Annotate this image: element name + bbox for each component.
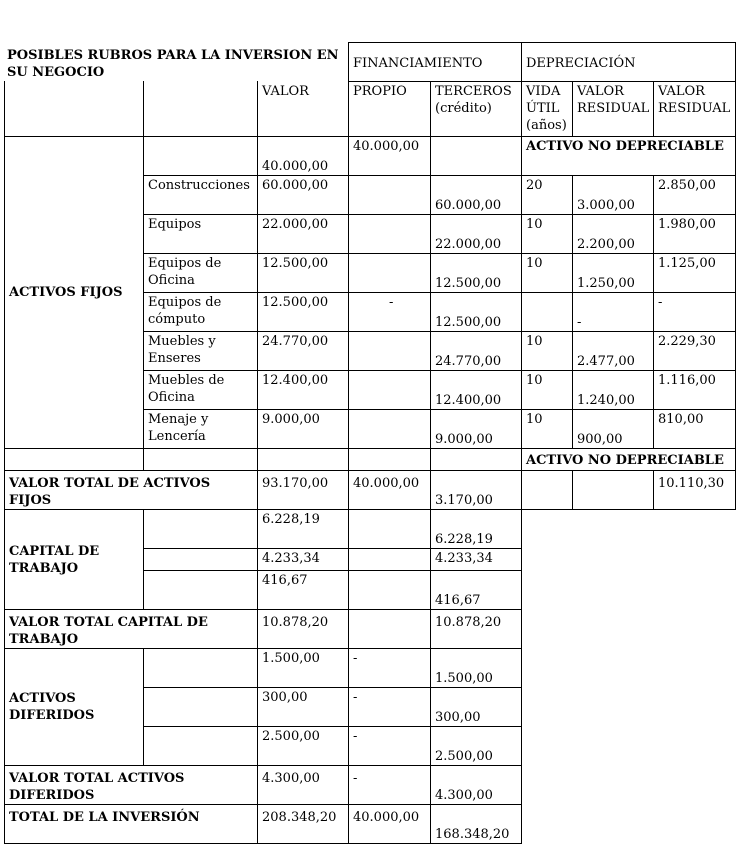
grid-line-vertical — [430, 81, 431, 844]
fixed-asset-valor — [258, 137, 348, 175]
fixed-asset-valor-residual-1-text: 1.250,00 — [577, 276, 635, 291]
capital-valor — [258, 571, 348, 609]
total-activos-fijos-terceros-text: 3.170,00 — [435, 493, 493, 508]
fixed-asset-valor-residual-2 — [654, 371, 735, 409]
diferido-valor-text: 2.500,00 — [262, 729, 320, 744]
fixed-asset-item — [144, 176, 257, 214]
fixed-asset-valor-residual-1 — [573, 371, 653, 409]
fixed-asset-propio — [349, 254, 430, 292]
fixed-asset-vida-util-text: 10 — [526, 412, 543, 427]
fixed-asset-propio — [349, 215, 430, 253]
fixed-asset-valor-residual-1 — [573, 254, 653, 292]
total-activos-diferidos-valor-text: 4.300,00 — [262, 771, 320, 786]
activo-no-depreciable-label-2-text: ACTIVO NO DEPRECIABLE — [526, 453, 724, 468]
total-capital-trabajo-label — [5, 610, 257, 648]
total-activos-diferidos-propio-text: - — [353, 771, 358, 786]
fixed-asset-valor — [258, 293, 348, 331]
total-activos-diferidos-terceros-text: 4.300,00 — [435, 788, 493, 803]
header-propio-text: PROPIO — [353, 84, 407, 99]
activo-no-depreciable-label-2 — [522, 449, 735, 470]
capital-valor-text: 4.233,34 — [262, 551, 320, 566]
diferido-terceros-text: 1.500,00 — [435, 671, 493, 686]
total-activos-diferidos-valor — [258, 766, 348, 804]
header-valor-residual-2 — [654, 82, 735, 136]
diferido-propio — [349, 688, 430, 726]
grid-line-horizontal — [4, 448, 736, 449]
total-inversion-propio-text: 40.000,00 — [353, 810, 420, 825]
fixed-asset-valor-residual-1 — [573, 215, 653, 253]
grid-line-vertical — [348, 42, 349, 844]
total-capital-trabajo-valor — [258, 610, 348, 648]
capital-valor-text: 416,67 — [262, 573, 308, 588]
header-terceros — [431, 82, 521, 136]
fixed-asset-valor-residual-1-text: 3.000,00 — [577, 198, 635, 213]
diferido-terceros — [431, 688, 521, 726]
header-depreciacion-text: DEPRECIACIÓN — [526, 56, 636, 71]
fixed-asset-valor-residual-1-text: - — [577, 315, 582, 330]
total-activos-fijos-label — [5, 471, 257, 509]
fixed-asset-propio — [349, 137, 430, 175]
grid-line-horizontal — [4, 509, 736, 510]
grid-line-horizontal — [4, 648, 522, 649]
capital-terceros — [431, 510, 521, 548]
grid-line-vertical — [572, 470, 573, 510]
fixed-asset-vida-util — [522, 332, 572, 370]
total-activos-fijos-terceros — [431, 471, 521, 509]
total-activos-fijos-valor — [258, 471, 348, 509]
total-activos-fijos-valor-residual — [654, 471, 735, 509]
fixed-asset-valor-residual-1-text: 900,00 — [577, 432, 623, 447]
grid-line-horizontal — [4, 609, 522, 610]
fixed-asset-valor-residual-2-text: 2.229,30 — [658, 334, 716, 349]
total-capital-trabajo-label-text: VALOR TOTAL CAPITAL DE TRABAJO — [9, 615, 208, 647]
header-financiamiento-text: FINANCIAMIENTO — [353, 56, 483, 71]
grid-line-horizontal — [143, 253, 736, 254]
fixed-asset-valor-text: 12.400,00 — [262, 373, 329, 388]
diferido-propio — [349, 649, 430, 687]
grid-line-horizontal — [143, 548, 522, 549]
fixed-asset-item-text: Menaje y Lencería — [148, 412, 209, 444]
capital-terceros-text: 4.233,34 — [435, 551, 493, 566]
header-terceros-text: TERCEROS (crédito) — [435, 84, 512, 116]
fixed-asset-vida-util-text: 10 — [526, 334, 543, 349]
group-label-activos-fijos-text: ACTIVOS FIJOS — [9, 285, 123, 300]
fixed-asset-terceros-text: 12.400,00 — [435, 393, 502, 408]
fixed-asset-terceros-text: 22.000,00 — [435, 237, 502, 252]
fixed-asset-item — [144, 410, 257, 448]
fixed-asset-vida-util — [522, 215, 572, 253]
grid-line-vertical — [572, 175, 573, 449]
fixed-asset-propio — [349, 176, 430, 214]
diferido-terceros — [431, 727, 521, 765]
fixed-asset-item-text: Equipos de cómputo — [148, 295, 222, 327]
fixed-asset-valor-text: 22.000,00 — [262, 217, 329, 232]
fixed-asset-item-text: Construcciones — [148, 178, 250, 193]
fixed-asset-valor-residual-2-text: 1.980,00 — [658, 217, 716, 232]
fixed-asset-valor — [258, 176, 348, 214]
fixed-asset-item — [144, 215, 257, 253]
fixed-asset-terceros-text: 24.770,00 — [435, 354, 502, 369]
fixed-asset-valor-text: 12.500,00 — [262, 295, 329, 310]
grid-line-vertical — [653, 81, 654, 137]
fixed-asset-vida-util-text: 10 — [526, 256, 543, 271]
total-inversion-valor-text: 208.348,20 — [262, 810, 337, 825]
fixed-asset-valor-text: 9.000,00 — [262, 412, 320, 427]
grid-line-horizontal — [4, 843, 522, 844]
fixed-asset-terceros — [431, 254, 521, 292]
total-activos-fijos-propio-text: 40.000,00 — [353, 476, 420, 491]
fixed-asset-terceros — [431, 176, 521, 214]
fixed-asset-valor-residual-2 — [654, 410, 735, 448]
fixed-asset-item — [144, 371, 257, 409]
fixed-asset-valor-residual-1 — [573, 176, 653, 214]
capital-terceros — [431, 549, 521, 570]
diferido-valor-text: 300,00 — [262, 690, 308, 705]
capital-valor — [258, 549, 348, 570]
grid-line-horizontal — [143, 687, 522, 688]
fixed-asset-valor — [258, 410, 348, 448]
total-activos-diferidos-propio — [349, 766, 430, 804]
total-activos-diferidos-label-text: VALOR TOTAL ACTIVOS DIFERIDOS — [9, 771, 185, 803]
fixed-asset-valor-residual-2 — [654, 176, 735, 214]
diferido-propio — [349, 727, 430, 765]
fixed-asset-vida-util — [522, 371, 572, 409]
total-inversion-label-text: TOTAL DE LA INVERSIÓN — [9, 810, 200, 825]
fixed-asset-vida-util — [522, 254, 572, 292]
total-inversion-propio — [349, 805, 430, 843]
fixed-asset-terceros — [431, 332, 521, 370]
fixed-asset-terceros — [431, 293, 521, 331]
header-vida-util — [522, 82, 572, 136]
fixed-asset-valor-residual-2 — [654, 332, 735, 370]
fixed-asset-valor-residual-2 — [654, 254, 735, 292]
fixed-asset-valor-residual-1 — [573, 410, 653, 448]
fixed-asset-valor-text: 12.500,00 — [262, 256, 329, 271]
grid-line-horizontal — [4, 136, 736, 137]
capital-propio — [349, 510, 430, 548]
fixed-asset-valor-residual-2-text: 810,00 — [658, 412, 704, 427]
fixed-asset-propio — [349, 410, 430, 448]
grid-line-horizontal — [143, 409, 736, 410]
fixed-asset-valor-residual-1-text: 2.477,00 — [577, 354, 635, 369]
capital-valor-text: 6.228,19 — [262, 512, 320, 527]
grid-line-horizontal — [143, 570, 522, 571]
fixed-asset-terceros-text: 12.500,00 — [435, 315, 502, 330]
diferido-valor — [258, 649, 348, 687]
fixed-asset-item-text: Equipos — [148, 217, 202, 232]
grid-line-vertical — [521, 42, 522, 844]
fixed-asset-vida-util-text: 20 — [526, 178, 543, 193]
diferido-valor — [258, 688, 348, 726]
fixed-asset-item — [144, 332, 257, 370]
fixed-asset-valor-text: 60.000,00 — [262, 178, 329, 193]
grid-line-vertical — [653, 470, 654, 510]
fixed-asset-valor — [258, 215, 348, 253]
grid-line-vertical — [572, 81, 573, 137]
fixed-asset-item — [144, 137, 257, 175]
fixed-asset-item — [144, 293, 257, 331]
header-depreciacion — [522, 43, 735, 81]
header-propio — [349, 82, 430, 136]
diferido-terceros-text: 2.500,00 — [435, 749, 493, 764]
grid-line-horizontal — [143, 370, 736, 371]
fixed-asset-propio — [349, 371, 430, 409]
group-label-capital-trabajo-text: CAPITAL DE TRABAJO — [9, 543, 100, 576]
header-financiamiento — [349, 43, 521, 81]
diferido-propio-text: - — [353, 690, 358, 705]
grid-line-vertical — [653, 175, 654, 449]
header-valor-residual-2-text: VALOR RESIDUAL — [658, 84, 731, 116]
fixed-asset-item — [144, 254, 257, 292]
fixed-asset-propio — [349, 293, 430, 331]
activo-no-depreciable-label-text: ACTIVO NO DEPRECIABLE — [526, 139, 724, 154]
total-activos-fijos-propio — [349, 471, 430, 509]
fixed-asset-propio-text: - — [389, 295, 394, 310]
fixed-asset-item-text: Equipos de Oficina — [148, 256, 222, 288]
diferido-terceros — [431, 649, 521, 687]
fixed-asset-terceros — [431, 137, 521, 175]
total-inversion-valor — [258, 805, 348, 843]
grid-line-horizontal — [4, 470, 736, 471]
diferido-valor — [258, 727, 348, 765]
capital-terceros-text: 6.228,19 — [435, 532, 493, 547]
fixed-asset-item-text: Muebles y Enseres — [148, 334, 216, 366]
fixed-asset-valor — [258, 254, 348, 292]
total-capital-trabajo-propio — [349, 610, 430, 648]
grid-line-vertical — [735, 42, 736, 510]
fixed-asset-terceros — [431, 371, 521, 409]
grid-line-horizontal — [143, 292, 736, 293]
fixed-asset-valor-text: 24.770,00 — [262, 334, 329, 349]
grid-line-horizontal — [143, 214, 736, 215]
fixed-asset-vida-util — [522, 176, 572, 214]
fixed-asset-valor-residual-1 — [573, 332, 653, 370]
activo-no-depreciable-label — [522, 137, 735, 175]
total-activos-fijos-label-text: VALOR TOTAL DE ACTIVOS FIJOS — [9, 476, 211, 508]
grid-line-horizontal — [143, 175, 736, 176]
group-label-capital-trabajo — [5, 510, 143, 609]
fixed-asset-valor-residual-1-text: 2.200,00 — [577, 237, 635, 252]
fixed-asset-terceros — [431, 215, 521, 253]
grid-line-vertical — [4, 81, 5, 844]
fixed-asset-terceros-text: 60.000,00 — [435, 198, 502, 213]
fixed-asset-propio-text: 40.000,00 — [353, 139, 420, 154]
grid-line-vertical — [143, 81, 144, 471]
grid-line-horizontal — [348, 42, 736, 43]
grid-line-horizontal — [348, 81, 736, 82]
fixed-asset-vida-util — [522, 293, 572, 331]
header-rubros — [5, 43, 348, 81]
capital-valor — [258, 510, 348, 548]
fixed-asset-valor-residual-2-text: 1.125,00 — [658, 256, 716, 271]
fixed-asset-terceros-text: 9.000,00 — [435, 432, 493, 447]
header-vida-util-text: VIDA ÚTIL (años) — [526, 84, 567, 133]
diferido-propio-text: - — [353, 651, 358, 666]
fixed-asset-valor-residual-2 — [654, 215, 735, 253]
fixed-asset-valor — [258, 332, 348, 370]
fixed-asset-vida-util — [522, 410, 572, 448]
grid-line-horizontal — [143, 726, 522, 727]
group-label-activos-diferidos-text: ACTIVOS DIFERIDOS — [9, 691, 95, 723]
fixed-asset-vida-util-text: 10 — [526, 217, 543, 232]
fixed-asset-valor-residual-1-text: 1.240,00 — [577, 393, 635, 408]
group-label-activos-fijos — [5, 137, 143, 448]
header-valor-text: VALOR — [262, 84, 309, 99]
fixed-asset-valor-residual-2-text: - — [658, 295, 663, 310]
fixed-asset-valor-residual-1 — [573, 293, 653, 331]
total-activos-diferidos-terceros — [431, 766, 521, 804]
fixed-asset-terceros — [431, 410, 521, 448]
header-valor — [258, 82, 348, 136]
header-valor-residual-1 — [573, 82, 653, 136]
fixed-asset-terceros-text: 12.500,00 — [435, 276, 502, 291]
capital-terceros — [431, 571, 521, 609]
diferido-terceros-text: 300,00 — [435, 710, 481, 725]
fixed-asset-valor-residual-2 — [654, 293, 735, 331]
total-activos-fijos-valor-text: 93.170,00 — [262, 476, 329, 491]
group-label-activos-diferidos — [5, 649, 143, 765]
total-capital-trabajo-terceros-text: 10.878,20 — [435, 615, 502, 630]
header-valor-residual-1-text: VALOR RESIDUAL — [577, 84, 650, 116]
grid-line-vertical — [257, 81, 258, 844]
grid-line-vertical — [143, 648, 144, 766]
fixed-asset-valor — [258, 371, 348, 409]
total-capital-trabajo-valor-text: 10.878,20 — [262, 615, 329, 630]
capital-propio — [349, 571, 430, 609]
total-capital-trabajo-terceros — [431, 610, 521, 648]
fixed-asset-valor-text: 40.000,00 — [262, 159, 329, 174]
total-activos-diferidos-label — [5, 766, 257, 804]
total-inversion-terceros-text: 168.348,20 — [435, 827, 510, 842]
total-inversion-terceros — [431, 805, 521, 843]
fixed-asset-propio — [349, 332, 430, 370]
total-inversion-label — [5, 805, 257, 843]
grid-line-horizontal — [4, 804, 522, 805]
fixed-asset-item-text: Muebles de Oficina — [148, 373, 225, 405]
capital-propio — [349, 549, 430, 570]
grid-line-horizontal — [4, 765, 522, 766]
diferido-valor-text: 1.500,00 — [262, 651, 320, 666]
diferido-propio-text: - — [353, 729, 358, 744]
total-activos-fijos-valor-residual-text: 10.110,30 — [658, 476, 725, 491]
grid-line-horizontal — [143, 331, 736, 332]
fixed-asset-valor-residual-2-text: 2.850,00 — [658, 178, 716, 193]
header-rubros-text: POSIBLES RUBROS PARA LA INVERSION EN SU NEGOCIO — [7, 48, 339, 80]
fixed-asset-vida-util-text: 10 — [526, 373, 543, 388]
grid-line-vertical — [143, 509, 144, 610]
fixed-asset-valor-residual-2-text: 1.116,00 — [658, 373, 716, 388]
capital-terceros-text: 416,67 — [435, 593, 481, 608]
